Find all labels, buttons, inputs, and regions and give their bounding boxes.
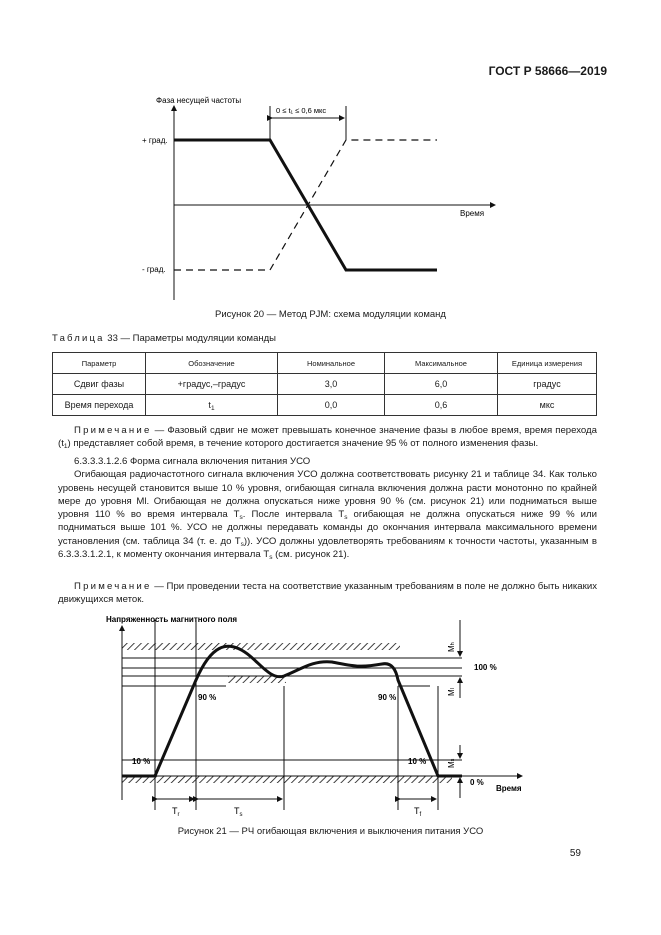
figure-21-caption: Рисунок 21 — РЧ огибающая включения и выключения питания УСО [177, 826, 484, 837]
table-33-title: Таблица 33 — Параметры модуляции команды [52, 333, 276, 344]
document-id: ГОСТ Р 58666—2019 [488, 64, 607, 78]
minus-degree-label: - град. [142, 265, 166, 274]
parameters-table [52, 352, 597, 416]
table-row: Сдвиг фазы +градус,–градус 3,0 6,0 градус [53, 374, 597, 395]
ms-label: Ms [447, 758, 456, 768]
section-text [58, 455, 597, 561]
figure-20-caption: Рисунок 20 — Метод PJM: схема модуляции команд [215, 309, 446, 320]
plus-degree-label: + град. [142, 136, 168, 145]
note-1: Примечание — Фазовый сдвиг не может превышать конечное значение фазы в любое время, время перехода $(t_1)$ представляет собой время, в течение которого достигается значение 95 % от полного изменения фазы. [58, 425, 597, 451]
interval-label: 0 ≤ t₁ ≤ 0,6 мкс [276, 106, 327, 115]
baseline-hatch-band [122, 776, 452, 783]
figure-20-phase-diagram [0, 0, 661, 320]
upper-hatch-band [122, 643, 400, 650]
percent-90-left-label: 90 % [198, 693, 217, 702]
y-axis-label: Фаза несущей частоты [156, 96, 242, 105]
table-row: Время перехода $t_1$ 0,0 0,6 мкс [53, 395, 597, 416]
page-number: 59 [569, 848, 581, 859]
tf-label: $T_f$ [414, 806, 422, 818]
ml-label: Ml [447, 688, 456, 696]
percent-10-left-label: 10 % [132, 757, 151, 766]
section-paragraph: Огибающая радиочастотного сигнала включения УСО должна соответствовать рисунку 21 и таблице 34. Как только уровень несущей становится выше 10 % уровня, огибающая сигнала включения должна расти монотонно по крайней мере до уровня Ml. Огибающая не должна опускаться ниже уровня 90 % (см. рисунок 21) или подниматься выше уровня 110 % во время интервала $T_s$. После интервала $T_s$ огибающая не должна опускаться ниже 99 % или подниматься выше 101 %. УСО не должны передавать команды до окончания интервала максимального времени установления (см. таблица 34 (т. е. до $T_s$)). УСО должны удовлетворять требованиям к точности частоты, указанным в 6.3.3.3.1.2.1, к моменту окончания интервала $T_s$ (см. рисунок 21). [58, 469, 597, 562]
percent-90-right-label: 90 % [378, 693, 397, 702]
figure-21-envelope-diagram [0, 600, 661, 825]
ts-label: $T_s$ [234, 806, 243, 818]
note-2: Примечание — При проведении теста на соответствие указанным требованиям в поле не должно быть никаких движущихся меток. [58, 581, 597, 606]
percent-10-right-label: 10 % [408, 757, 427, 766]
section-heading: 6.3.3.3.1.2.6 Форма сигнала включения питания УСО [74, 456, 311, 467]
y-axis-label: Напряженность магнитного поля [106, 615, 238, 624]
x-axis-label: Время [460, 209, 485, 218]
mh-label: Mh [447, 642, 456, 652]
tr-label: $T_r$ [172, 806, 180, 818]
table-header-row: Параметр Обозначение Номинальное Максимальное Единица измерения [53, 353, 597, 374]
percent-100-label: 100 % [474, 663, 497, 672]
x-axis-label: Время [496, 784, 522, 793]
percent-0-label: 0 % [470, 778, 484, 787]
